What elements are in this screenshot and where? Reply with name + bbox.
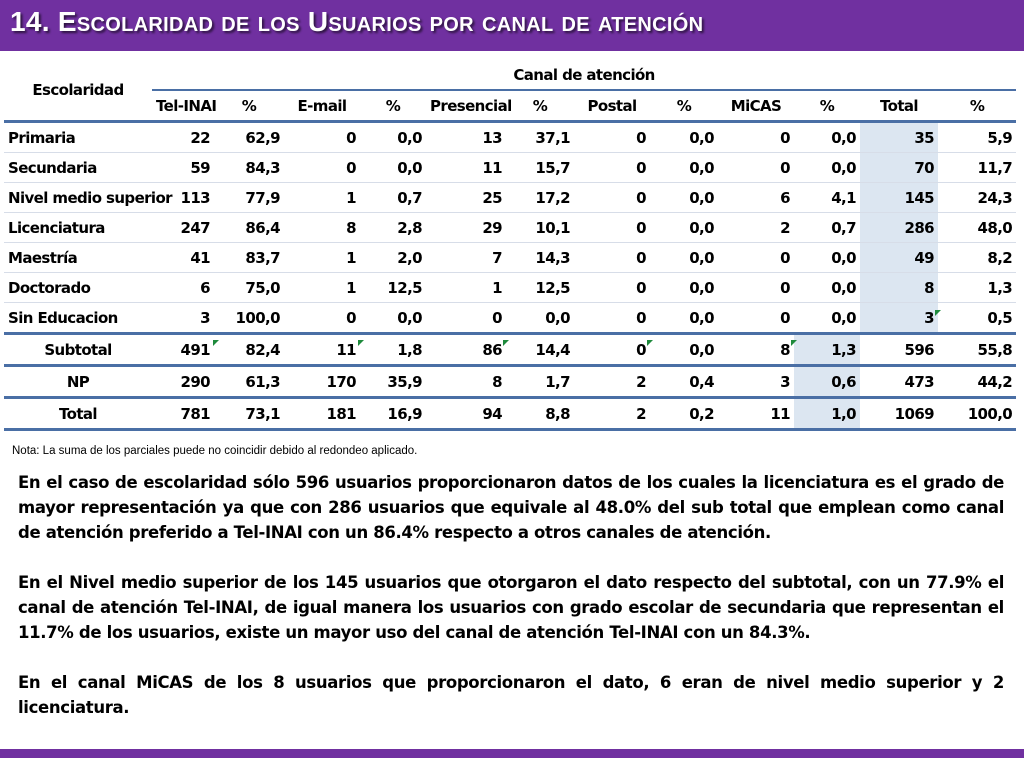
table-cell: 0 <box>718 153 794 183</box>
table-cell: 100,0 <box>214 303 284 334</box>
table-cell: 35,9 <box>360 366 426 398</box>
column-header: MiCAS <box>718 90 794 122</box>
body-text <box>18 470 1004 720</box>
table-cell: 0 <box>284 122 360 153</box>
table-cell: 73,1 <box>214 398 284 430</box>
table-cell: 8 <box>718 334 794 366</box>
table-cell: 12,5 <box>360 273 426 303</box>
subtotal-row <box>4 334 1016 366</box>
table-cell: 1,8 <box>360 334 426 366</box>
table-cell: 0,0 <box>506 303 574 334</box>
table-cell: 83,7 <box>214 243 284 273</box>
table-cell: 1069 <box>860 398 938 430</box>
table-cell: 11 <box>718 398 794 430</box>
row-label: Primaria <box>4 122 152 153</box>
table-cell: 3 <box>152 303 214 334</box>
table-cell: 0,0 <box>650 183 718 213</box>
table-cell: 0 <box>574 273 650 303</box>
table-cell: 0 <box>574 153 650 183</box>
row-label: Secundaria <box>4 153 152 183</box>
table-cell: 0 <box>284 153 360 183</box>
footer-bar <box>0 749 1024 758</box>
table-cell: 0,0 <box>360 122 426 153</box>
table-cell: 55,8 <box>938 334 1016 366</box>
table-cell: 41 <box>152 243 214 273</box>
title-bar <box>0 0 1024 51</box>
table-cell: 8 <box>284 213 360 243</box>
table-cell: 17,2 <box>506 183 574 213</box>
table-cell: 1,3 <box>938 273 1016 303</box>
table-cell: 11 <box>426 153 506 183</box>
table-cell: 0,0 <box>650 243 718 273</box>
table-cell: 14,3 <box>506 243 574 273</box>
table-cell: 596 <box>860 334 938 366</box>
table-cell: 86 <box>426 334 506 366</box>
table-cell: 0,0 <box>794 243 860 273</box>
page-title: 14. Escolaridad de los Usuarios por canal de atención <box>10 6 704 37</box>
table-cell: 22 <box>152 122 214 153</box>
table-cell: 82,4 <box>214 334 284 366</box>
table-cell: 0 <box>718 273 794 303</box>
table-cell: 247 <box>152 213 214 243</box>
cell-marker-icon <box>503 340 509 346</box>
table-cell: 0,0 <box>794 303 860 334</box>
table-cell: 491 <box>152 334 214 366</box>
table-cell: 2,0 <box>360 243 426 273</box>
column-header: Presencial <box>426 90 506 122</box>
table-cell: 75,0 <box>214 273 284 303</box>
data-table-container <box>4 60 1016 431</box>
row-label: Nivel medio superior <box>4 183 152 213</box>
table-cell: 0,2 <box>650 398 718 430</box>
row-label: Doctorado <box>4 273 152 303</box>
row-label: Licenciatura <box>4 213 152 243</box>
column-header: Tel-INAI <box>152 90 214 122</box>
paragraph: En el canal MiCAS de los 8 usuarios que proporcionaron el dato, 6 eran de nivel medio superior y 2 licenciatura. <box>18 673 1004 717</box>
table-cell: 181 <box>284 398 360 430</box>
table-cell: 0,0 <box>650 273 718 303</box>
table-cell: 0,0 <box>650 334 718 366</box>
table-cell: 0 <box>574 243 650 273</box>
row-label: Sin Educacion <box>4 303 152 334</box>
column-header: % <box>650 90 718 122</box>
table-cell: 11,7 <box>938 153 1016 183</box>
table-cell: 0,0 <box>360 153 426 183</box>
column-header: % <box>506 90 574 122</box>
table-cell: 0 <box>574 122 650 153</box>
table-cell: 14,4 <box>506 334 574 366</box>
table-cell: 0 <box>574 303 650 334</box>
table-cell: 8 <box>860 273 938 303</box>
table-cell: 12,5 <box>506 273 574 303</box>
total-row <box>4 398 1016 430</box>
table-cell: 94 <box>426 398 506 430</box>
table-cell: 4,1 <box>794 183 860 213</box>
table-cell: 170 <box>284 366 360 398</box>
table-cell: 113 <box>152 183 214 213</box>
table-cell: 0 <box>426 303 506 334</box>
table-row <box>4 122 1016 153</box>
table-cell: 2,8 <box>360 213 426 243</box>
table-cell: 84,3 <box>214 153 284 183</box>
table-row <box>4 213 1016 243</box>
table-cell: 7 <box>426 243 506 273</box>
table-cell: 0 <box>718 243 794 273</box>
table-cell: 0 <box>574 183 650 213</box>
table-cell: 48,0 <box>938 213 1016 243</box>
table-row <box>4 303 1016 334</box>
table-cell: 86,4 <box>214 213 284 243</box>
canal-header: Canal de atención <box>152 60 1016 90</box>
table-cell: 0,7 <box>794 213 860 243</box>
row-label: NP <box>4 366 152 398</box>
table-cell: 1 <box>284 183 360 213</box>
table-cell: 3 <box>860 303 938 334</box>
column-header: % <box>938 90 1016 122</box>
table-cell: 29 <box>426 213 506 243</box>
table-cell: 10,1 <box>506 213 574 243</box>
table-cell: 0 <box>574 213 650 243</box>
table-cell: 70 <box>860 153 938 183</box>
table-cell: 0 <box>718 122 794 153</box>
table-cell: 1,0 <box>794 398 860 430</box>
table-cell: 100,0 <box>938 398 1016 430</box>
column-header: % <box>794 90 860 122</box>
table-cell: 1 <box>284 243 360 273</box>
table-cell: 1 <box>284 273 360 303</box>
table-cell: 781 <box>152 398 214 430</box>
table-row <box>4 183 1016 213</box>
table-cell: 0 <box>574 334 650 366</box>
table-cell: 2 <box>574 398 650 430</box>
table-cell: 59 <box>152 153 214 183</box>
table-cell: 0,0 <box>650 153 718 183</box>
cell-marker-icon <box>358 340 364 346</box>
table-cell: 16,9 <box>360 398 426 430</box>
cell-marker-icon <box>791 340 797 346</box>
escolaridad-table <box>4 60 1016 431</box>
table-cell: 11 <box>284 334 360 366</box>
np-row <box>4 366 1016 398</box>
table-cell: 61,3 <box>214 366 284 398</box>
row-label: Total <box>4 398 152 430</box>
table-cell: 0,4 <box>650 366 718 398</box>
column-header: Total <box>860 90 938 122</box>
table-cell: 0,6 <box>794 366 860 398</box>
table-row <box>4 153 1016 183</box>
table-cell: 0,0 <box>650 303 718 334</box>
table-row <box>4 273 1016 303</box>
table-cell: 0,0 <box>794 153 860 183</box>
table-cell: 0,0 <box>650 122 718 153</box>
table-row <box>4 243 1016 273</box>
table-cell: 1,3 <box>794 334 860 366</box>
table-cell: 6 <box>718 183 794 213</box>
table-cell: 290 <box>152 366 214 398</box>
table-cell: 6 <box>152 273 214 303</box>
column-header: Postal <box>574 90 650 122</box>
table-cell: 2 <box>718 213 794 243</box>
row-label: Maestría <box>4 243 152 273</box>
table-cell: 1,7 <box>506 366 574 398</box>
table-cell: 24,3 <box>938 183 1016 213</box>
table-cell: 77,9 <box>214 183 284 213</box>
table-cell: 35 <box>860 122 938 153</box>
table-cell: 1 <box>426 273 506 303</box>
table-cell: 5,9 <box>938 122 1016 153</box>
table-cell: 37,1 <box>506 122 574 153</box>
table-cell: 13 <box>426 122 506 153</box>
table-cell: 25 <box>426 183 506 213</box>
table-cell: 62,9 <box>214 122 284 153</box>
table-cell: 8 <box>426 366 506 398</box>
escolaridad-header: Escolaridad <box>4 60 152 122</box>
table-cell: 2 <box>574 366 650 398</box>
table-cell: 0,0 <box>794 122 860 153</box>
table-cell: 473 <box>860 366 938 398</box>
paragraph: En el Nivel medio superior de los 145 usuarios que otorgaron el dato respecto del subtotal, con un 77.9% el canal de atención Tel-INAI, de igual manera los usuarios con grado escolar de secundaria que representan el 11.7% de los usuarios, existe un mayor uso del canal de atención Tel-INAI con un 84.3%. <box>18 573 1004 642</box>
column-header: % <box>214 90 284 122</box>
cell-marker-icon <box>935 310 941 316</box>
table-cell: 0 <box>718 303 794 334</box>
table-cell: 0,5 <box>938 303 1016 334</box>
column-header-row <box>4 90 1016 122</box>
table-cell: 8,2 <box>938 243 1016 273</box>
table-cell: 0,0 <box>794 273 860 303</box>
table-cell: 145 <box>860 183 938 213</box>
table-cell: 0,7 <box>360 183 426 213</box>
table-cell: 0 <box>284 303 360 334</box>
row-label: Subtotal <box>4 334 152 366</box>
table-cell: 0,0 <box>650 213 718 243</box>
column-header: % <box>360 90 426 122</box>
cell-marker-icon <box>647 340 653 346</box>
table-cell: 3 <box>718 366 794 398</box>
column-header: E-mail <box>284 90 360 122</box>
table-cell: 0,0 <box>360 303 426 334</box>
table-cell: 15,7 <box>506 153 574 183</box>
cell-marker-icon <box>213 340 219 346</box>
paragraph: En el caso de escolaridad sólo 596 usuarios proporcionaron datos de los cuales la licenciatura es el grado de mayor representación ya que con 286 usuarios que equivale al 48.0% del sub total que emplean como canal de atención preferido a Tel-INAI con un 86.4% respecto a otros canales de atención. <box>18 473 1004 542</box>
table-cell: 44,2 <box>938 366 1016 398</box>
table-cell: 49 <box>860 243 938 273</box>
table-note: Nota: La suma de los parciales puede no coincidir debido al redondeo aplicado. <box>12 445 418 457</box>
table-cell: 8,8 <box>506 398 574 430</box>
table-cell: 286 <box>860 213 938 243</box>
